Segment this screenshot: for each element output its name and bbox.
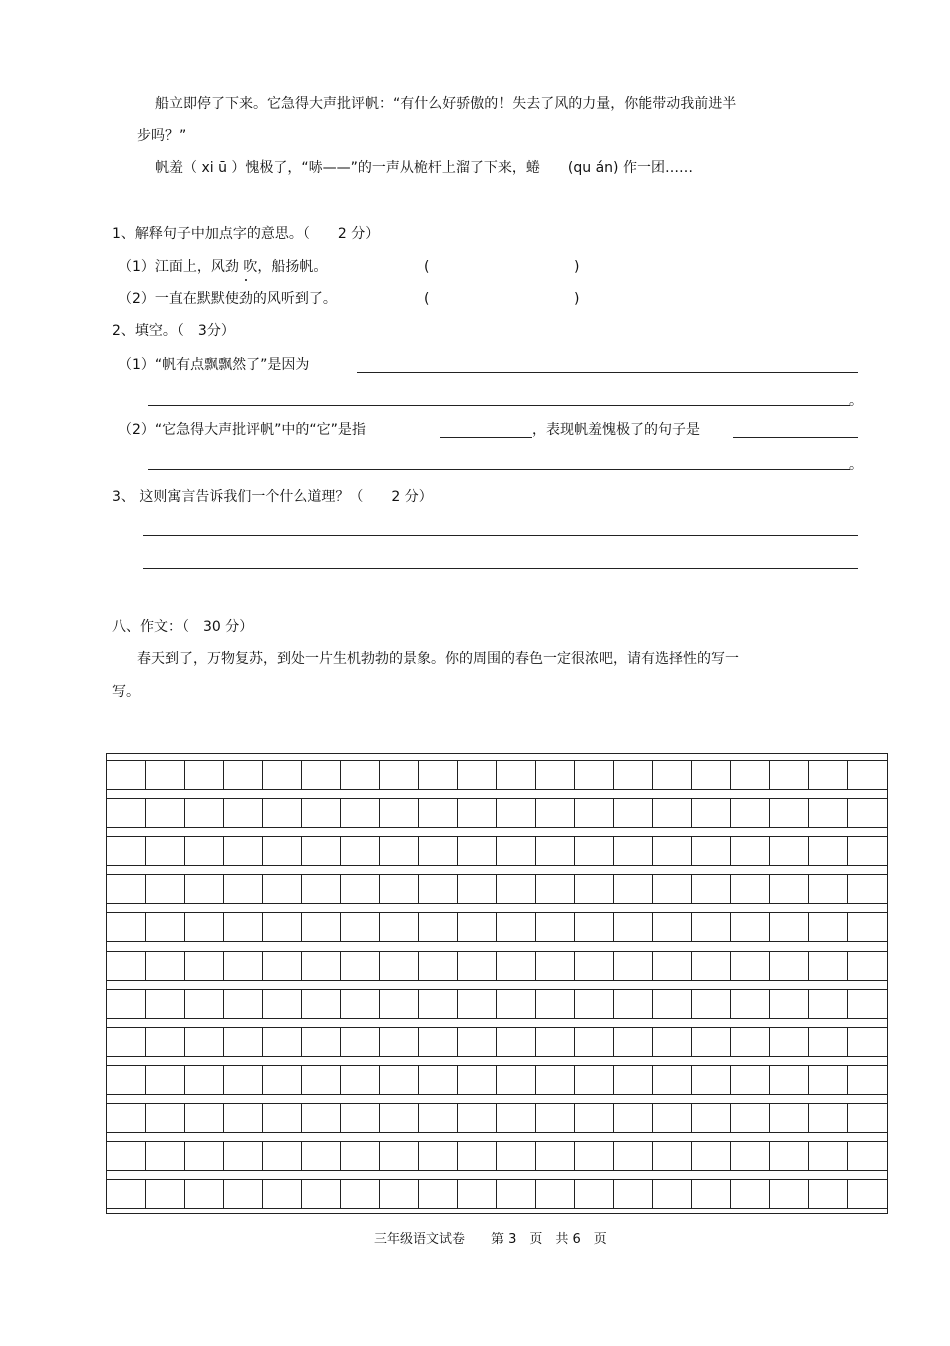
grid-cell[interactable] — [497, 1028, 536, 1056]
answer-blank[interactable] — [440, 437, 532, 438]
grid-cell[interactable] — [614, 799, 653, 827]
grid-cell[interactable] — [653, 952, 692, 980]
grid-cell[interactable] — [731, 761, 770, 789]
grid-cell[interactable] — [770, 1104, 809, 1132]
grid-cell[interactable] — [107, 761, 146, 789]
q2-sub1: （1）“帆有点飘飘然了”是因为 — [118, 357, 310, 373]
grid-cell[interactable] — [224, 952, 263, 980]
grid-cell[interactable] — [575, 1066, 614, 1094]
q1-sub1-paren-open: ( — [424, 259, 430, 275]
grid-cell[interactable] — [809, 1104, 848, 1132]
grid-cell[interactable] — [809, 1142, 848, 1170]
passage-line-2: 步吗？” — [137, 128, 187, 144]
composition-prompt-line-1: 春天到了，万物复苏，到处一片生机勃勃的景象。你的周围的春色一定很浓吧，请有选择性的写一 — [137, 651, 739, 667]
grid-cell[interactable] — [380, 837, 419, 865]
grid-cell[interactable] — [497, 1180, 536, 1208]
grid-cell[interactable] — [809, 761, 848, 789]
grid-row — [107, 1103, 887, 1133]
grid-cell[interactable] — [146, 913, 185, 941]
grid-cell[interactable] — [536, 837, 575, 865]
grid-cell[interactable] — [107, 952, 146, 980]
grid-cell[interactable] — [731, 913, 770, 941]
page-footer: 三年级语文试卷 第 3 页 共 6 页 — [374, 1232, 607, 1247]
grid-cell[interactable] — [848, 952, 887, 980]
grid-cell[interactable] — [419, 1180, 458, 1208]
grid-cell[interactable] — [575, 837, 614, 865]
q1-sub1-paren-close: ) — [574, 259, 580, 275]
grid-cell[interactable] — [575, 1104, 614, 1132]
grid-cell[interactable] — [263, 837, 302, 865]
grid-cell[interactable] — [614, 875, 653, 903]
grid-cell[interactable] — [419, 837, 458, 865]
grid-cell[interactable] — [263, 761, 302, 789]
grid-cell[interactable] — [692, 799, 731, 827]
grid-cell[interactable] — [575, 1180, 614, 1208]
grid-cell[interactable] — [536, 761, 575, 789]
grid-cell[interactable] — [497, 990, 536, 1018]
grid-row — [107, 798, 887, 828]
grid-cell[interactable] — [536, 1104, 575, 1132]
q1-title: 1、解释句子中加点字的意思。（ 2 分） — [112, 226, 380, 242]
grid-cell[interactable] — [692, 1104, 731, 1132]
grid-cell[interactable] — [146, 1104, 185, 1132]
grid-cell[interactable] — [497, 1066, 536, 1094]
grid-cell[interactable] — [185, 952, 224, 980]
grid-cell[interactable] — [263, 1104, 302, 1132]
grid-cell[interactable] — [458, 1104, 497, 1132]
grid-cell[interactable] — [614, 1180, 653, 1208]
grid-cell[interactable] — [224, 1104, 263, 1132]
grid-cell[interactable] — [809, 913, 848, 941]
composition-title: 八、作文：（ 30 分） — [112, 619, 254, 635]
grid-cell[interactable] — [653, 1104, 692, 1132]
grid-cell[interactable] — [380, 761, 419, 789]
grid-cell[interactable] — [263, 1028, 302, 1056]
q3-title: 3、 这则寓言告诉我们一个什么道理？（ 2 分） — [112, 489, 433, 505]
grid-cell[interactable] — [653, 1028, 692, 1056]
grid-cell[interactable] — [224, 1028, 263, 1056]
grid-cell[interactable] — [848, 1142, 887, 1170]
grid-cell[interactable] — [107, 1180, 146, 1208]
q2-title: 2、填空。（ 3分） — [112, 323, 235, 339]
grid-cell[interactable] — [185, 1066, 224, 1094]
grid-cell[interactable] — [341, 799, 380, 827]
grid-cell[interactable] — [146, 761, 185, 789]
grid-cell[interactable] — [497, 952, 536, 980]
grid-cell[interactable] — [536, 799, 575, 827]
grid-cell[interactable] — [107, 1142, 146, 1170]
grid-cell[interactable] — [224, 990, 263, 1018]
grid-cell[interactable] — [848, 990, 887, 1018]
grid-cell[interactable] — [497, 1104, 536, 1132]
answer-line[interactable] — [143, 535, 858, 536]
grid-cell[interactable] — [263, 1066, 302, 1094]
grid-cell[interactable] — [302, 1180, 341, 1208]
grid-cell[interactable] — [419, 761, 458, 789]
grid-cell[interactable] — [536, 1142, 575, 1170]
grid-cell[interactable] — [380, 1066, 419, 1094]
grid-cell[interactable] — [224, 1066, 263, 1094]
grid-cell[interactable] — [146, 837, 185, 865]
grid-cell[interactable] — [341, 1104, 380, 1132]
grid-cell[interactable] — [458, 1180, 497, 1208]
grid-cell[interactable] — [614, 1028, 653, 1056]
grid-cell[interactable] — [731, 1180, 770, 1208]
grid-row — [107, 836, 887, 866]
grid-cell[interactable] — [341, 1180, 380, 1208]
grid-cell[interactable] — [380, 913, 419, 941]
grid-cell[interactable] — [497, 799, 536, 827]
grid-cell[interactable] — [731, 1142, 770, 1170]
grid-cell[interactable] — [107, 1028, 146, 1056]
grid-cell[interactable] — [497, 1142, 536, 1170]
grid-cell[interactable] — [107, 990, 146, 1018]
grid-cell[interactable] — [458, 799, 497, 827]
grid-cell[interactable] — [419, 990, 458, 1018]
grid-cell[interactable] — [146, 1180, 185, 1208]
passage-line-3: 帆羞（ xi ū ）愧极了，“哧——”的一声从桅杆上溜了下来，蜷 (qu án) 作一团…… — [155, 160, 693, 176]
grid-cell[interactable] — [536, 913, 575, 941]
grid-cell[interactable] — [419, 1066, 458, 1094]
grid-cell[interactable] — [107, 1104, 146, 1132]
grid-cell[interactable] — [575, 913, 614, 941]
grid-row — [107, 1179, 887, 1209]
grid-row — [107, 1141, 887, 1171]
grid-cell[interactable] — [224, 875, 263, 903]
grid-cell[interactable] — [731, 837, 770, 865]
grid-cell[interactable] — [809, 875, 848, 903]
grid-cell[interactable] — [770, 952, 809, 980]
grid-cell[interactable] — [497, 913, 536, 941]
grid-cell[interactable] — [458, 913, 497, 941]
grid-cell[interactable] — [653, 1180, 692, 1208]
grid-cell[interactable] — [263, 913, 302, 941]
grid-cell[interactable] — [809, 837, 848, 865]
grid-row — [107, 760, 887, 790]
grid-cell[interactable] — [380, 1104, 419, 1132]
grid-cell[interactable] — [848, 1104, 887, 1132]
grid-cell[interactable] — [497, 761, 536, 789]
grid-cell[interactable] — [458, 837, 497, 865]
grid-cell[interactable] — [575, 799, 614, 827]
grid-cell[interactable] — [653, 990, 692, 1018]
grid-cell[interactable] — [653, 837, 692, 865]
grid-cell[interactable] — [575, 875, 614, 903]
grid-cell[interactable] — [419, 952, 458, 980]
grid-row — [107, 951, 887, 981]
grid-cell[interactable] — [731, 1028, 770, 1056]
grid-cell[interactable] — [809, 1066, 848, 1094]
grid-cell[interactable] — [692, 1142, 731, 1170]
grid-cell[interactable] — [614, 1104, 653, 1132]
q1-sub1: （1）江面上，风劲 吹，船扬帆。 — [118, 259, 328, 275]
grid-cell[interactable] — [575, 990, 614, 1018]
grid-cell[interactable] — [380, 1142, 419, 1170]
grid-cell[interactable] — [146, 1142, 185, 1170]
grid-cell[interactable] — [692, 952, 731, 980]
grid-cell[interactable] — [614, 1066, 653, 1094]
grid-cell[interactable] — [302, 913, 341, 941]
grid-cell[interactable] — [770, 761, 809, 789]
grid-cell[interactable] — [302, 1142, 341, 1170]
grid-cell[interactable] — [302, 1104, 341, 1132]
grid-cell[interactable] — [263, 1180, 302, 1208]
grid-cell[interactable] — [224, 799, 263, 827]
grid-cell[interactable] — [848, 1066, 887, 1094]
grid-cell[interactable] — [224, 837, 263, 865]
grid-cell[interactable] — [302, 990, 341, 1018]
grid-cell[interactable] — [770, 875, 809, 903]
grid-cell[interactable] — [185, 913, 224, 941]
composition-prompt-line-2: 写。 — [112, 684, 140, 700]
grid-cell[interactable] — [458, 1142, 497, 1170]
grid-cell[interactable] — [302, 761, 341, 789]
grid-row — [107, 874, 887, 904]
grid-row — [107, 1065, 887, 1095]
grid-cell[interactable] — [653, 913, 692, 941]
grid-cell[interactable] — [341, 761, 380, 789]
grid-cell[interactable] — [848, 761, 887, 789]
grid-cell[interactable] — [653, 761, 692, 789]
q2-sub2-a: （2）“它急得大声批评帆”中的“它”是指 — [118, 422, 366, 438]
grid-cell[interactable] — [146, 1028, 185, 1056]
grid-cell[interactable] — [419, 1028, 458, 1056]
grid-cell[interactable] — [770, 799, 809, 827]
grid-cell[interactable] — [692, 990, 731, 1018]
grid-cell[interactable] — [614, 837, 653, 865]
grid-cell[interactable] — [770, 913, 809, 941]
grid-cell[interactable] — [848, 799, 887, 827]
grid-cell[interactable] — [731, 952, 770, 980]
grid-cell[interactable] — [419, 913, 458, 941]
grid-row — [107, 1027, 887, 1057]
grid-cell[interactable] — [341, 1066, 380, 1094]
grid-cell[interactable] — [341, 837, 380, 865]
grid-cell[interactable] — [497, 837, 536, 865]
grid-cell[interactable] — [536, 1180, 575, 1208]
answer-line[interactable] — [148, 405, 850, 406]
grid-cell[interactable] — [458, 990, 497, 1018]
grid-cell[interactable] — [731, 1104, 770, 1132]
q1-sub2-paren-close: ) — [574, 291, 580, 307]
grid-cell[interactable] — [107, 837, 146, 865]
grid-cell[interactable] — [536, 1066, 575, 1094]
grid-cell[interactable] — [770, 837, 809, 865]
grid-cell[interactable] — [692, 1028, 731, 1056]
writing-grid[interactable] — [106, 753, 888, 1214]
grid-cell[interactable] — [263, 799, 302, 827]
grid-cell[interactable] — [107, 913, 146, 941]
grid-cell[interactable] — [809, 1180, 848, 1208]
grid-cell[interactable] — [692, 1066, 731, 1094]
grid-cell[interactable] — [731, 875, 770, 903]
grid-cell[interactable] — [731, 1066, 770, 1094]
grid-cell[interactable] — [302, 875, 341, 903]
answer-line[interactable] — [357, 372, 858, 373]
grid-cell[interactable] — [146, 875, 185, 903]
grid-cell[interactable] — [809, 990, 848, 1018]
grid-cell[interactable] — [770, 1028, 809, 1056]
grid-cell[interactable] — [770, 990, 809, 1018]
grid-cell[interactable] — [185, 990, 224, 1018]
grid-cell[interactable] — [185, 761, 224, 789]
grid-cell[interactable] — [614, 913, 653, 941]
grid-cell[interactable] — [692, 761, 731, 789]
grid-cell[interactable] — [263, 990, 302, 1018]
grid-cell[interactable] — [185, 1142, 224, 1170]
grid-cell[interactable] — [848, 875, 887, 903]
grid-cell[interactable] — [458, 761, 497, 789]
grid-cell[interactable] — [614, 761, 653, 789]
answer-line[interactable] — [733, 437, 858, 438]
grid-cell[interactable] — [458, 1066, 497, 1094]
grid-cell[interactable] — [146, 799, 185, 827]
grid-cell[interactable] — [224, 1142, 263, 1170]
grid-cell[interactable] — [380, 1028, 419, 1056]
answer-line[interactable] — [143, 568, 858, 569]
grid-cell[interactable] — [653, 1142, 692, 1170]
grid-cell[interactable] — [536, 952, 575, 980]
grid-cell[interactable] — [692, 837, 731, 865]
grid-cell[interactable] — [302, 1066, 341, 1094]
grid-cell[interactable] — [614, 952, 653, 980]
grid-cell[interactable] — [653, 1066, 692, 1094]
grid-cell[interactable] — [770, 1066, 809, 1094]
passage-line-1: 船立即停了下来。它急得大声批评帆：“有什么好骄傲的！失去了风的力量，你能带动我前进半 — [155, 96, 737, 112]
grid-cell[interactable] — [185, 799, 224, 827]
grid-cell[interactable] — [419, 799, 458, 827]
q2-sub1-end: 。 — [849, 393, 863, 409]
grid-cell[interactable] — [380, 952, 419, 980]
grid-row — [107, 912, 887, 942]
grid-cell[interactable] — [575, 1028, 614, 1056]
grid-cell[interactable] — [848, 837, 887, 865]
grid-cell[interactable] — [497, 875, 536, 903]
grid-cell[interactable] — [380, 875, 419, 903]
grid-cell[interactable] — [536, 990, 575, 1018]
grid-cell[interactable] — [419, 1142, 458, 1170]
grid-cell[interactable] — [185, 837, 224, 865]
grid-cell[interactable] — [653, 875, 692, 903]
grid-cell[interactable] — [575, 1142, 614, 1170]
grid-cell[interactable] — [263, 875, 302, 903]
grid-cell[interactable] — [107, 1066, 146, 1094]
grid-cell[interactable] — [692, 1180, 731, 1208]
grid-cell[interactable] — [536, 875, 575, 903]
grid-cell[interactable] — [224, 913, 263, 941]
grid-cell[interactable] — [731, 799, 770, 827]
grid-cell[interactable] — [692, 913, 731, 941]
grid-cell[interactable] — [731, 990, 770, 1018]
grid-cell[interactable] — [302, 799, 341, 827]
grid-cell[interactable] — [458, 1028, 497, 1056]
grid-cell[interactable] — [848, 1180, 887, 1208]
grid-cell[interactable] — [458, 875, 497, 903]
grid-cell[interactable] — [341, 990, 380, 1018]
grid-row — [107, 989, 887, 1019]
grid-cell[interactable] — [536, 1028, 575, 1056]
grid-cell[interactable] — [185, 875, 224, 903]
grid-cell[interactable] — [770, 1180, 809, 1208]
grid-cell[interactable] — [575, 761, 614, 789]
grid-cell[interactable] — [380, 799, 419, 827]
grid-cell[interactable] — [224, 761, 263, 789]
q1-sub2-paren-open: ( — [424, 291, 430, 307]
grid-cell[interactable] — [458, 952, 497, 980]
grid-cell[interactable] — [185, 1104, 224, 1132]
grid-cell[interactable] — [848, 913, 887, 941]
grid-cell[interactable] — [614, 990, 653, 1018]
grid-cell[interactable] — [848, 1028, 887, 1056]
emphasis-dot — [245, 279, 247, 281]
grid-cell[interactable] — [614, 1142, 653, 1170]
grid-cell[interactable] — [263, 952, 302, 980]
grid-cell[interactable] — [692, 875, 731, 903]
grid-cell[interactable] — [380, 990, 419, 1018]
grid-cell[interactable] — [146, 952, 185, 980]
grid-cell[interactable] — [380, 1180, 419, 1208]
grid-cell[interactable] — [302, 837, 341, 865]
grid-cell[interactable] — [341, 1028, 380, 1056]
grid-cell[interactable] — [809, 952, 848, 980]
grid-cell[interactable] — [146, 990, 185, 1018]
grid-cell[interactable] — [419, 875, 458, 903]
q2-sub2-b: ，表现帆羞愧极了的句子是 — [532, 422, 700, 438]
grid-cell[interactable] — [302, 1028, 341, 1056]
grid-cell[interactable] — [263, 1142, 302, 1170]
grid-cell[interactable] — [653, 799, 692, 827]
grid-cell[interactable] — [107, 799, 146, 827]
grid-cell[interactable] — [341, 1142, 380, 1170]
grid-cell[interactable] — [770, 1142, 809, 1170]
grid-cell[interactable] — [185, 1028, 224, 1056]
grid-cell[interactable] — [341, 952, 380, 980]
grid-cell[interactable] — [575, 952, 614, 980]
grid-cell[interactable] — [809, 1028, 848, 1056]
grid-cell[interactable] — [341, 875, 380, 903]
grid-cell[interactable] — [419, 1104, 458, 1132]
grid-cell[interactable] — [341, 913, 380, 941]
grid-cell[interactable] — [146, 1066, 185, 1094]
grid-cell[interactable] — [302, 952, 341, 980]
q2-sub2-end: 。 — [849, 457, 863, 473]
grid-cell[interactable] — [224, 1180, 263, 1208]
grid-cell[interactable] — [107, 875, 146, 903]
grid-cell[interactable] — [809, 799, 848, 827]
grid-cell[interactable] — [185, 1180, 224, 1208]
q1-sub2: （2）一直在默默使劲的风听到了。 — [118, 291, 337, 307]
answer-line[interactable] — [148, 469, 850, 470]
